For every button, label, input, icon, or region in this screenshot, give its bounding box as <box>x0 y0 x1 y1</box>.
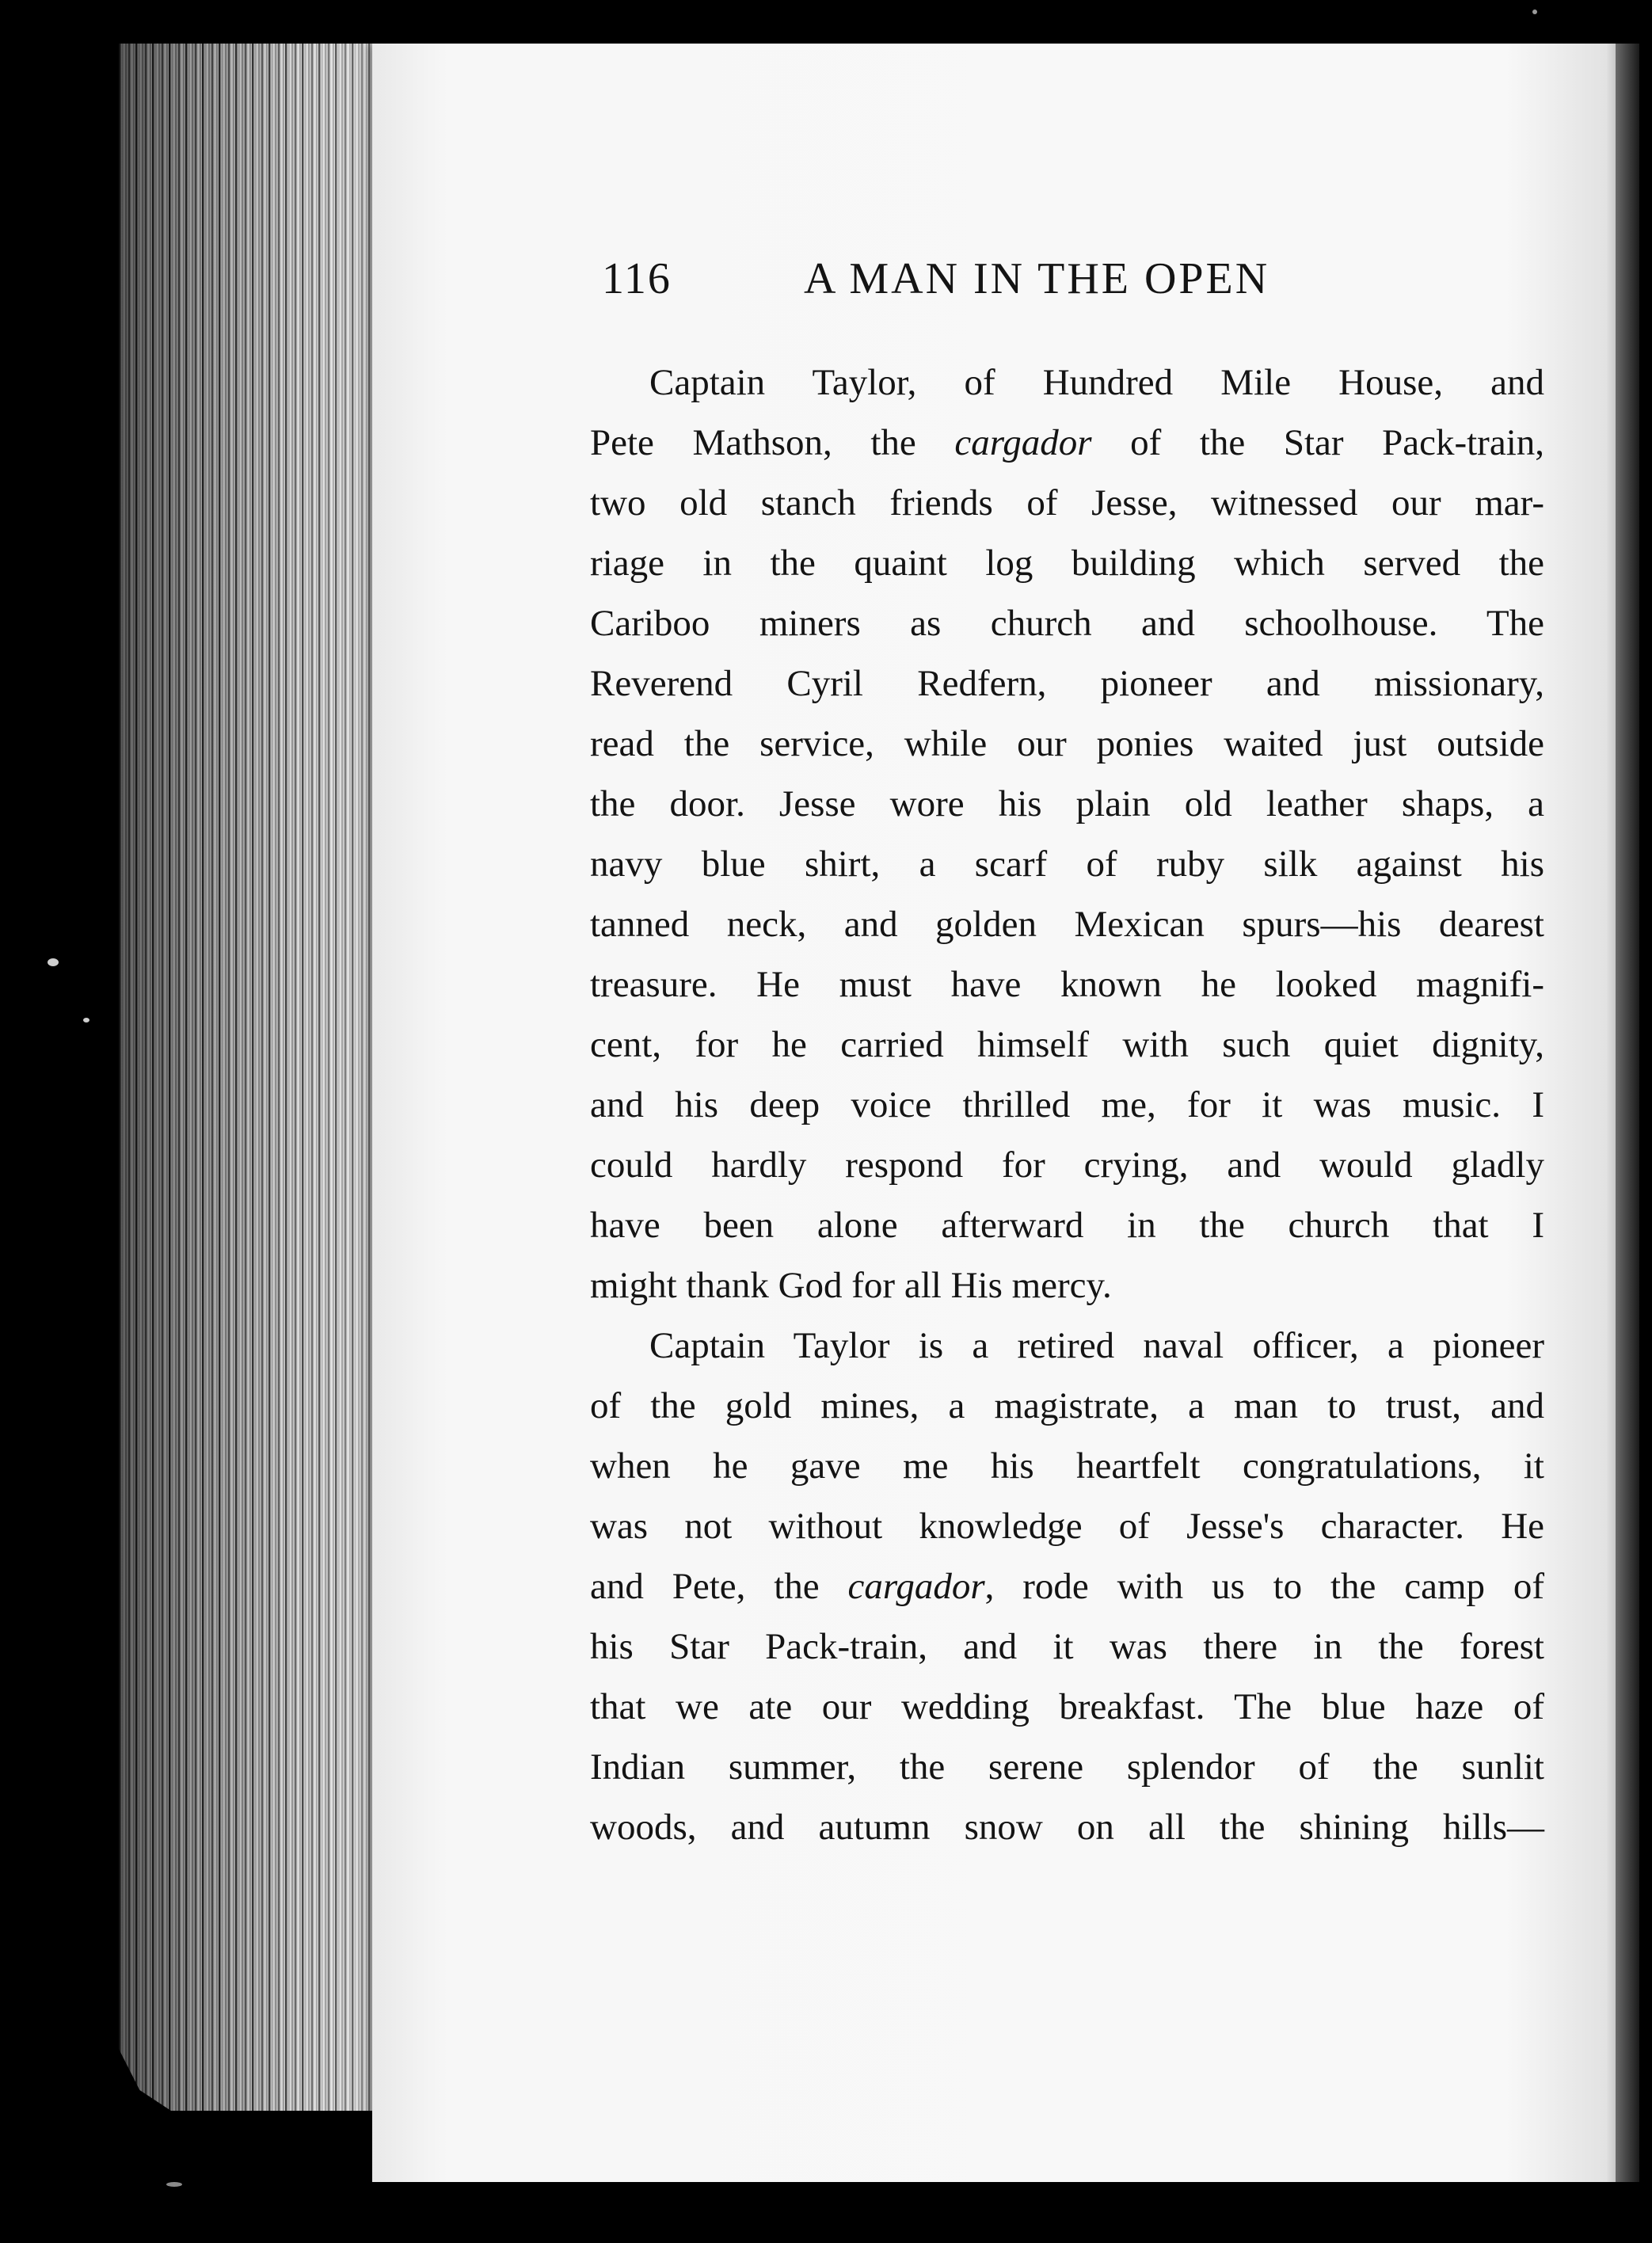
text-line: that we ate our wedding breakfast. The blue haze of <box>590 1686 1544 1727</box>
dust-speck <box>1532 10 1537 14</box>
text-line: navy blue shirt, a scarf of ruby silk against his <box>590 844 1544 885</box>
text-line: treasure. He must have known he looked magnifi- <box>590 964 1544 1005</box>
body-text <box>590 352 1544 1857</box>
text-line: read the service, while our ponies waited just outside <box>590 723 1544 764</box>
text-line: tanned neck, and golden Mexican spurs—his dearest <box>590 904 1544 945</box>
text-line: two old stanch friends of Jesse, witnessed our mar- <box>590 482 1544 524</box>
text-line: Cariboo miners as church and schoolhouse. The <box>590 603 1544 644</box>
text-line: could hardly respond for crying, and would gladly <box>590 1144 1544 1186</box>
dust-speck <box>83 1018 89 1022</box>
page-number: 116 <box>602 254 672 303</box>
page-right-edge <box>1616 44 1639 2182</box>
text-line: cent, for he carried himself with such quiet dignity, <box>590 1024 1544 1065</box>
running-title: A MAN IN THE OPEN <box>804 254 1270 303</box>
text-line: Reverend Cyril Redfern, pioneer and missionary, <box>590 663 1544 704</box>
running-head <box>602 253 1346 325</box>
text-line: might thank God for all His mercy. <box>590 1265 1112 1306</box>
text-line: and Pete, the cargador, rode with us to the camp of <box>590 1566 1544 1607</box>
text-line: of the gold mines, a magistrate, a man to trust, and <box>590 1385 1544 1426</box>
text-line: and his deep voice thrilled me, for it was music. I <box>590 1084 1544 1125</box>
text-line: Pete Mathson, the cargador of the Star Pack-train, <box>590 422 1545 463</box>
text-line: Captain Taylor is a retired naval officer, a pioneer <box>649 1325 1544 1366</box>
text-line: have been alone afterward in the church that I <box>590 1205 1544 1246</box>
text-line: his Star Pack-train, and it was there in the forest <box>590 1626 1544 1667</box>
text-line: when he gave me his heartfelt congratulations, it <box>590 1445 1544 1487</box>
dust-speck <box>48 958 59 966</box>
dust-speck <box>166 2182 182 2187</box>
text-line: woods, and autumn snow on all the shining hills— <box>590 1807 1544 1848</box>
text-line: the door. Jesse wore his plain old leather shaps, a <box>590 783 1544 824</box>
book-edge-shadow <box>119 44 380 2111</box>
text-line: Indian summer, the serene splendor of the sunlit <box>590 1746 1544 1788</box>
text-line: was not without knowledge of Jesse's character. He <box>590 1506 1544 1547</box>
text-line: riage in the quaint log building which served the <box>590 543 1544 584</box>
text-line: Captain Taylor, of Hundred Mile House, and <box>649 362 1544 403</box>
